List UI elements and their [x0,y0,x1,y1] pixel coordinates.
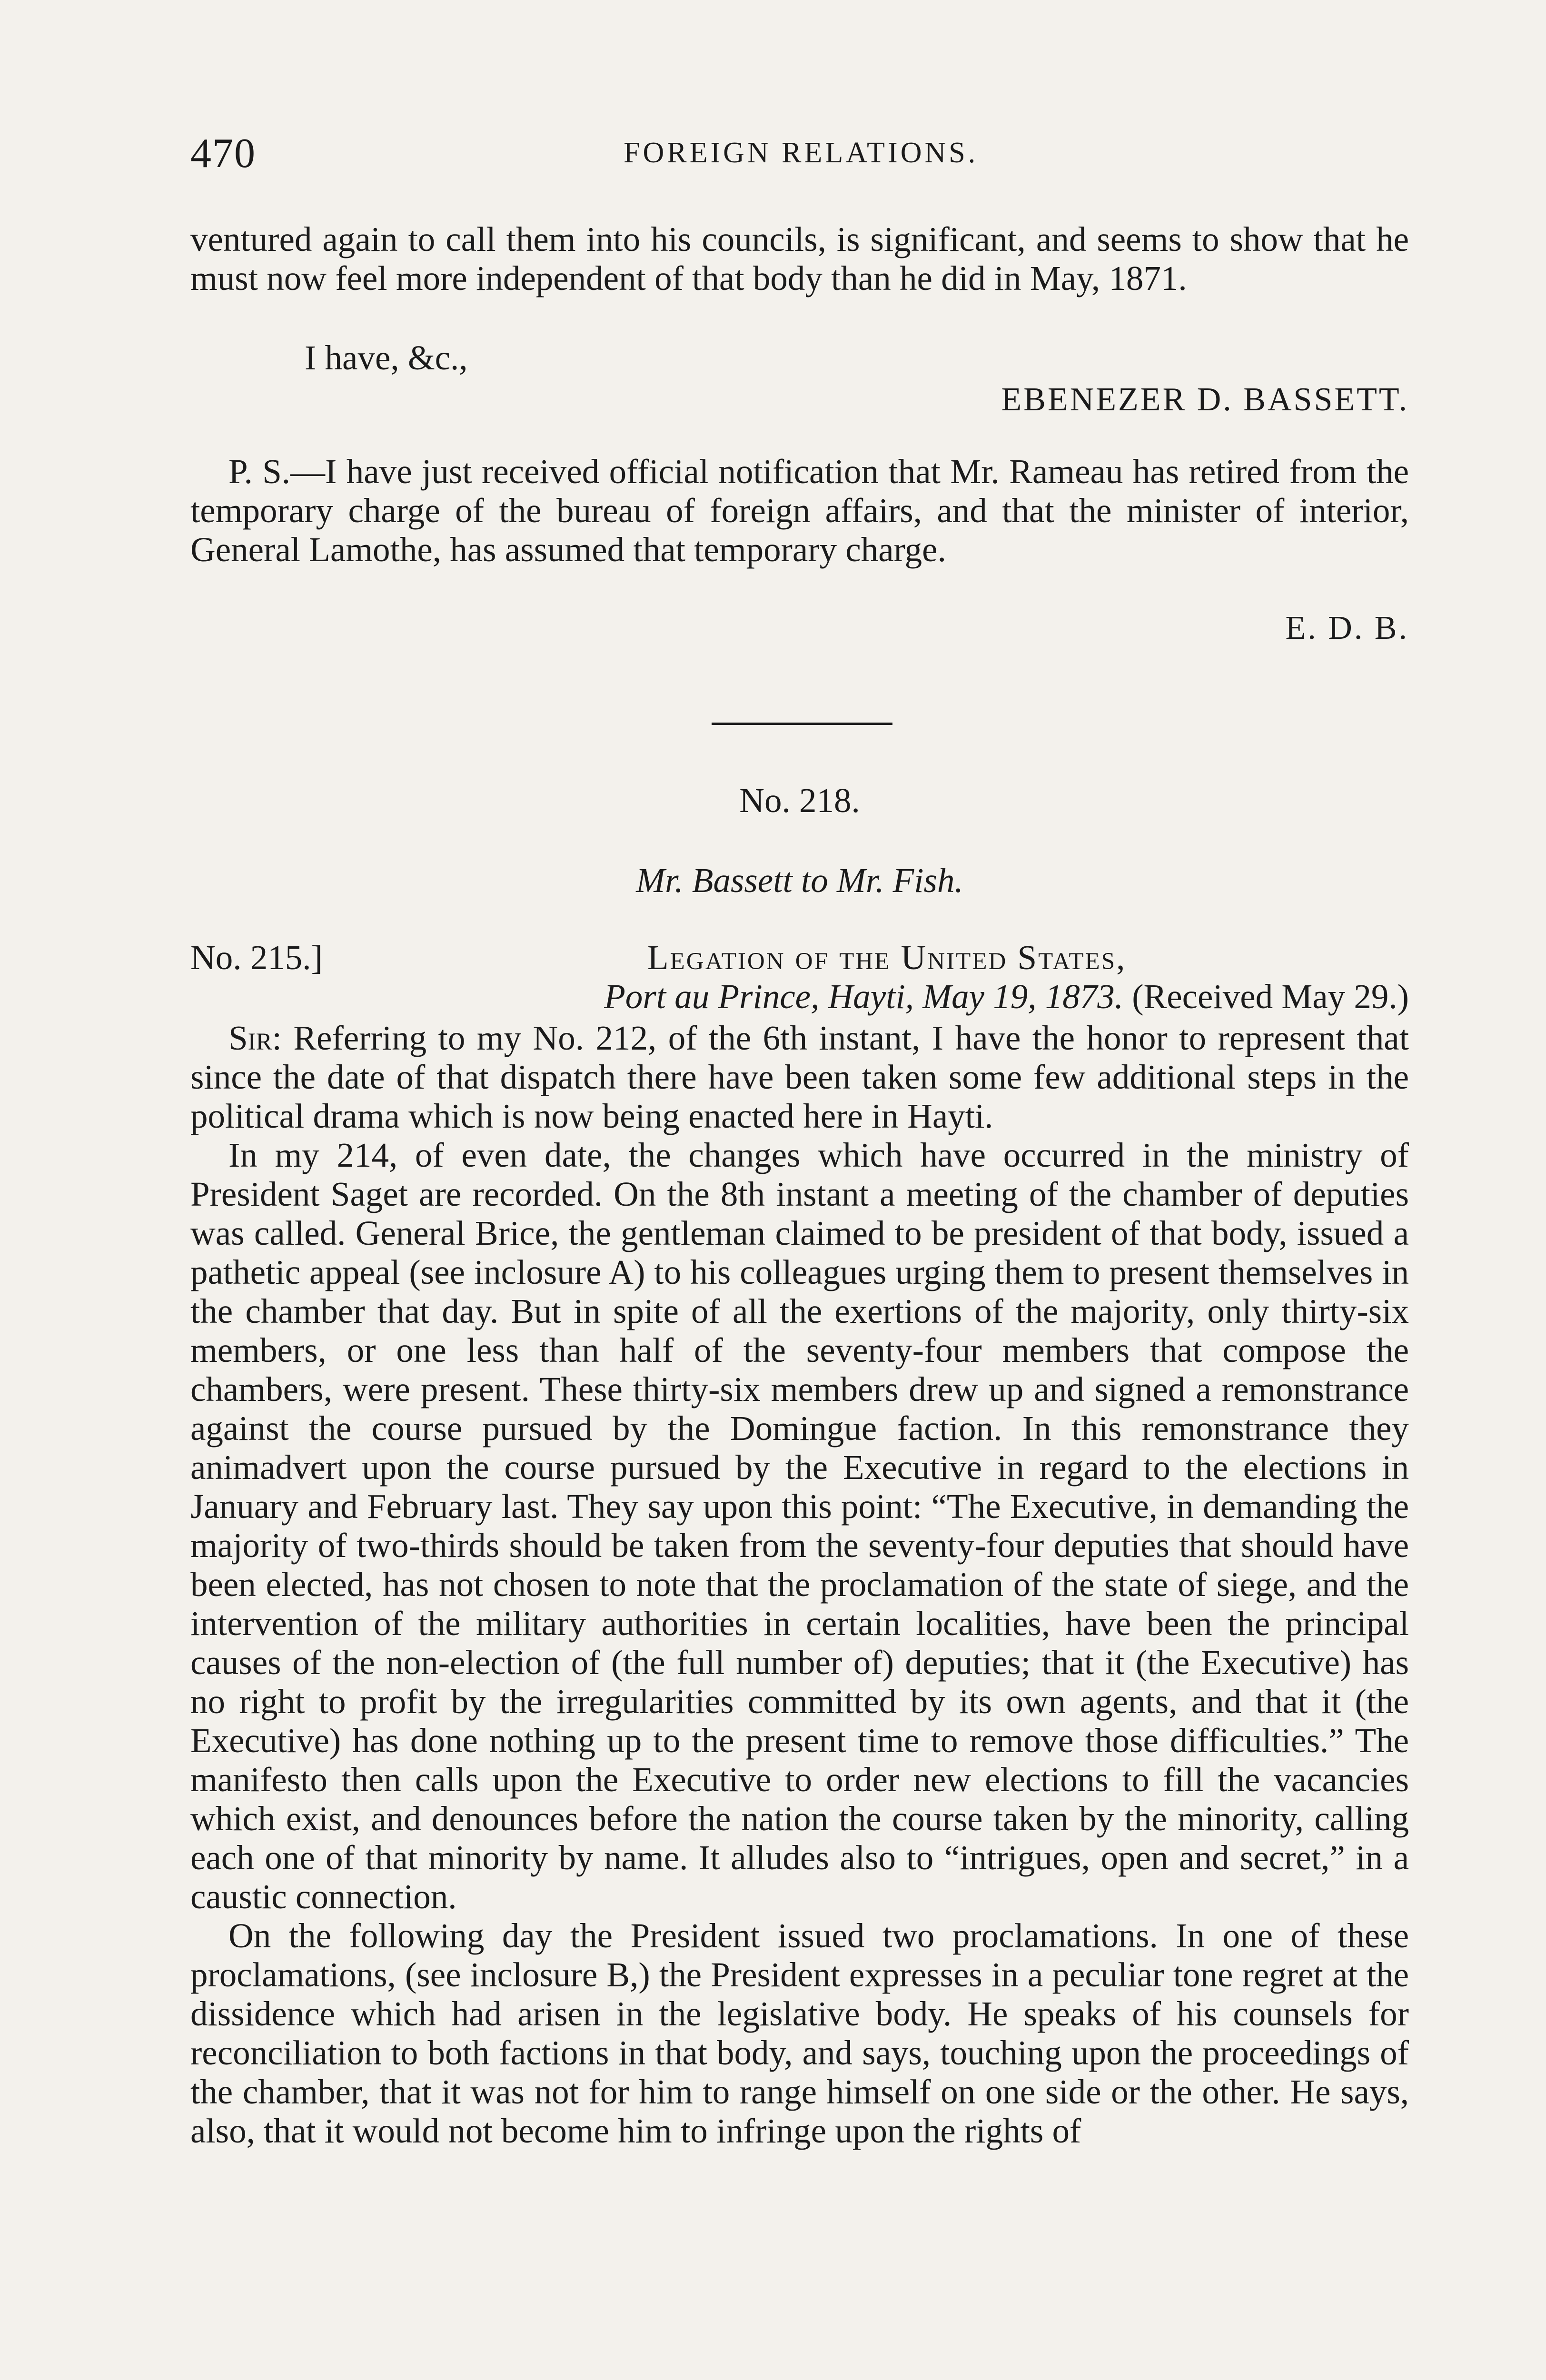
salutation: Sir [228,1019,272,1057]
body-paragraph-1 [190,1019,1409,1136]
closing-line: I have, &c., [305,338,468,377]
document-title: Mr. Bassett to Mr. Fish. [636,861,963,900]
running-head: FOREIGN RELATIONS. [624,137,979,169]
legation-heading: Legation of the United States, [647,938,1127,977]
reference-number: No. 215.] [190,938,323,977]
letter-body [190,1019,1409,2151]
body-paragraph-2: In my 214, of even date, the changes which have occurred in the ministry of President Saget are recorded. On the 8th instant a meeting of the chamber of deputies was called. General Brice, the gentleman claimed to be president of that body, issued a pathetic appeal (see inclosure A) to his colleagues urging them to present themselves in the chamber that day. But in spite of all the exertions of the majority, only thirty-six members, or one less than half of the seventy-four members that compose the chambers, were present. These thirty-six members drew up and signed a remonstrance against the course pursued by the Domingue faction. In this remonstrance they animadvert upon the course pursued by the Executive in regard to the elections in January and February last. They say upon this point: “The Executive, in demanding the majority of two-thirds should be taken from the seventy-four deputies that should have been elected, has not chosen to note that the proclamation of the state of siege, and the intervention of the military authorities in certain localities, have been the principal causes of the non-election of (the full number of) deputies; that it (the Executive) has no right to profit by the irregularities committed by its own agents, and that it (the Executive) has done nothing up to the present time to remove those difficulties.” The manifesto then calls upon the Executive to order new elections to fill the vacancies which exist, and denounces before the nation the course taken by the minority, calling each one of that minority by name. It alludes also to “intrigues, open and secret,” in a caustic connection. [190,1136,1409,1916]
page-number: 470 [190,130,256,177]
document-number: No. 218. [739,781,860,820]
postscript-initials: E. D. B. [1285,610,1409,646]
continuation-paragraph: ventured again to call them into his councils, is significant, and seems to show that he must now feel more independent of that body than he did in May, 1871. [190,220,1409,298]
received-date: (Received May 29.) [1132,977,1409,1016]
body-paragraph-3: On the following day the President issued two proclamations. In one of these proclamations, (see inclosure B,) the President expresses in a peculiar tone regret at the dissidence which had arisen in the legislative body. He speaks of his counsels for reconciliation to both factions in that body, and says, touching upon the proceedings of the chamber, that it was not for him to range himself on one side or the other. He says, also, that it would not become him to infringe upon the rights of [190,1916,1409,2150]
page-header [190,129,1409,182]
document-page [190,0,1409,2380]
signature: EBENEZER D. BASSETT. [1001,381,1409,418]
postscript-paragraph: P. S.—I have just received official notification that Mr. Rameau has retired from the temporary charge of the bureau of foreign affairs, and that the minister of interior, General Lamothe, has assumed that temporary charge. [190,452,1409,569]
paragraph-1-text: : Referring to my No. 212, of the 6th instant, I have the honor to represent that since the date of that dispatch there have been taken some few additional steps in the political drama which is now being enacted here in Hayti. [190,1019,1409,1135]
place-date: Port au Prince, Hayti, May 19, 1873. [604,977,1123,1016]
section-divider [712,723,892,725]
date-line [604,977,1409,1017]
previous-letter-continuation [190,220,1409,298]
postscript [190,452,1409,569]
